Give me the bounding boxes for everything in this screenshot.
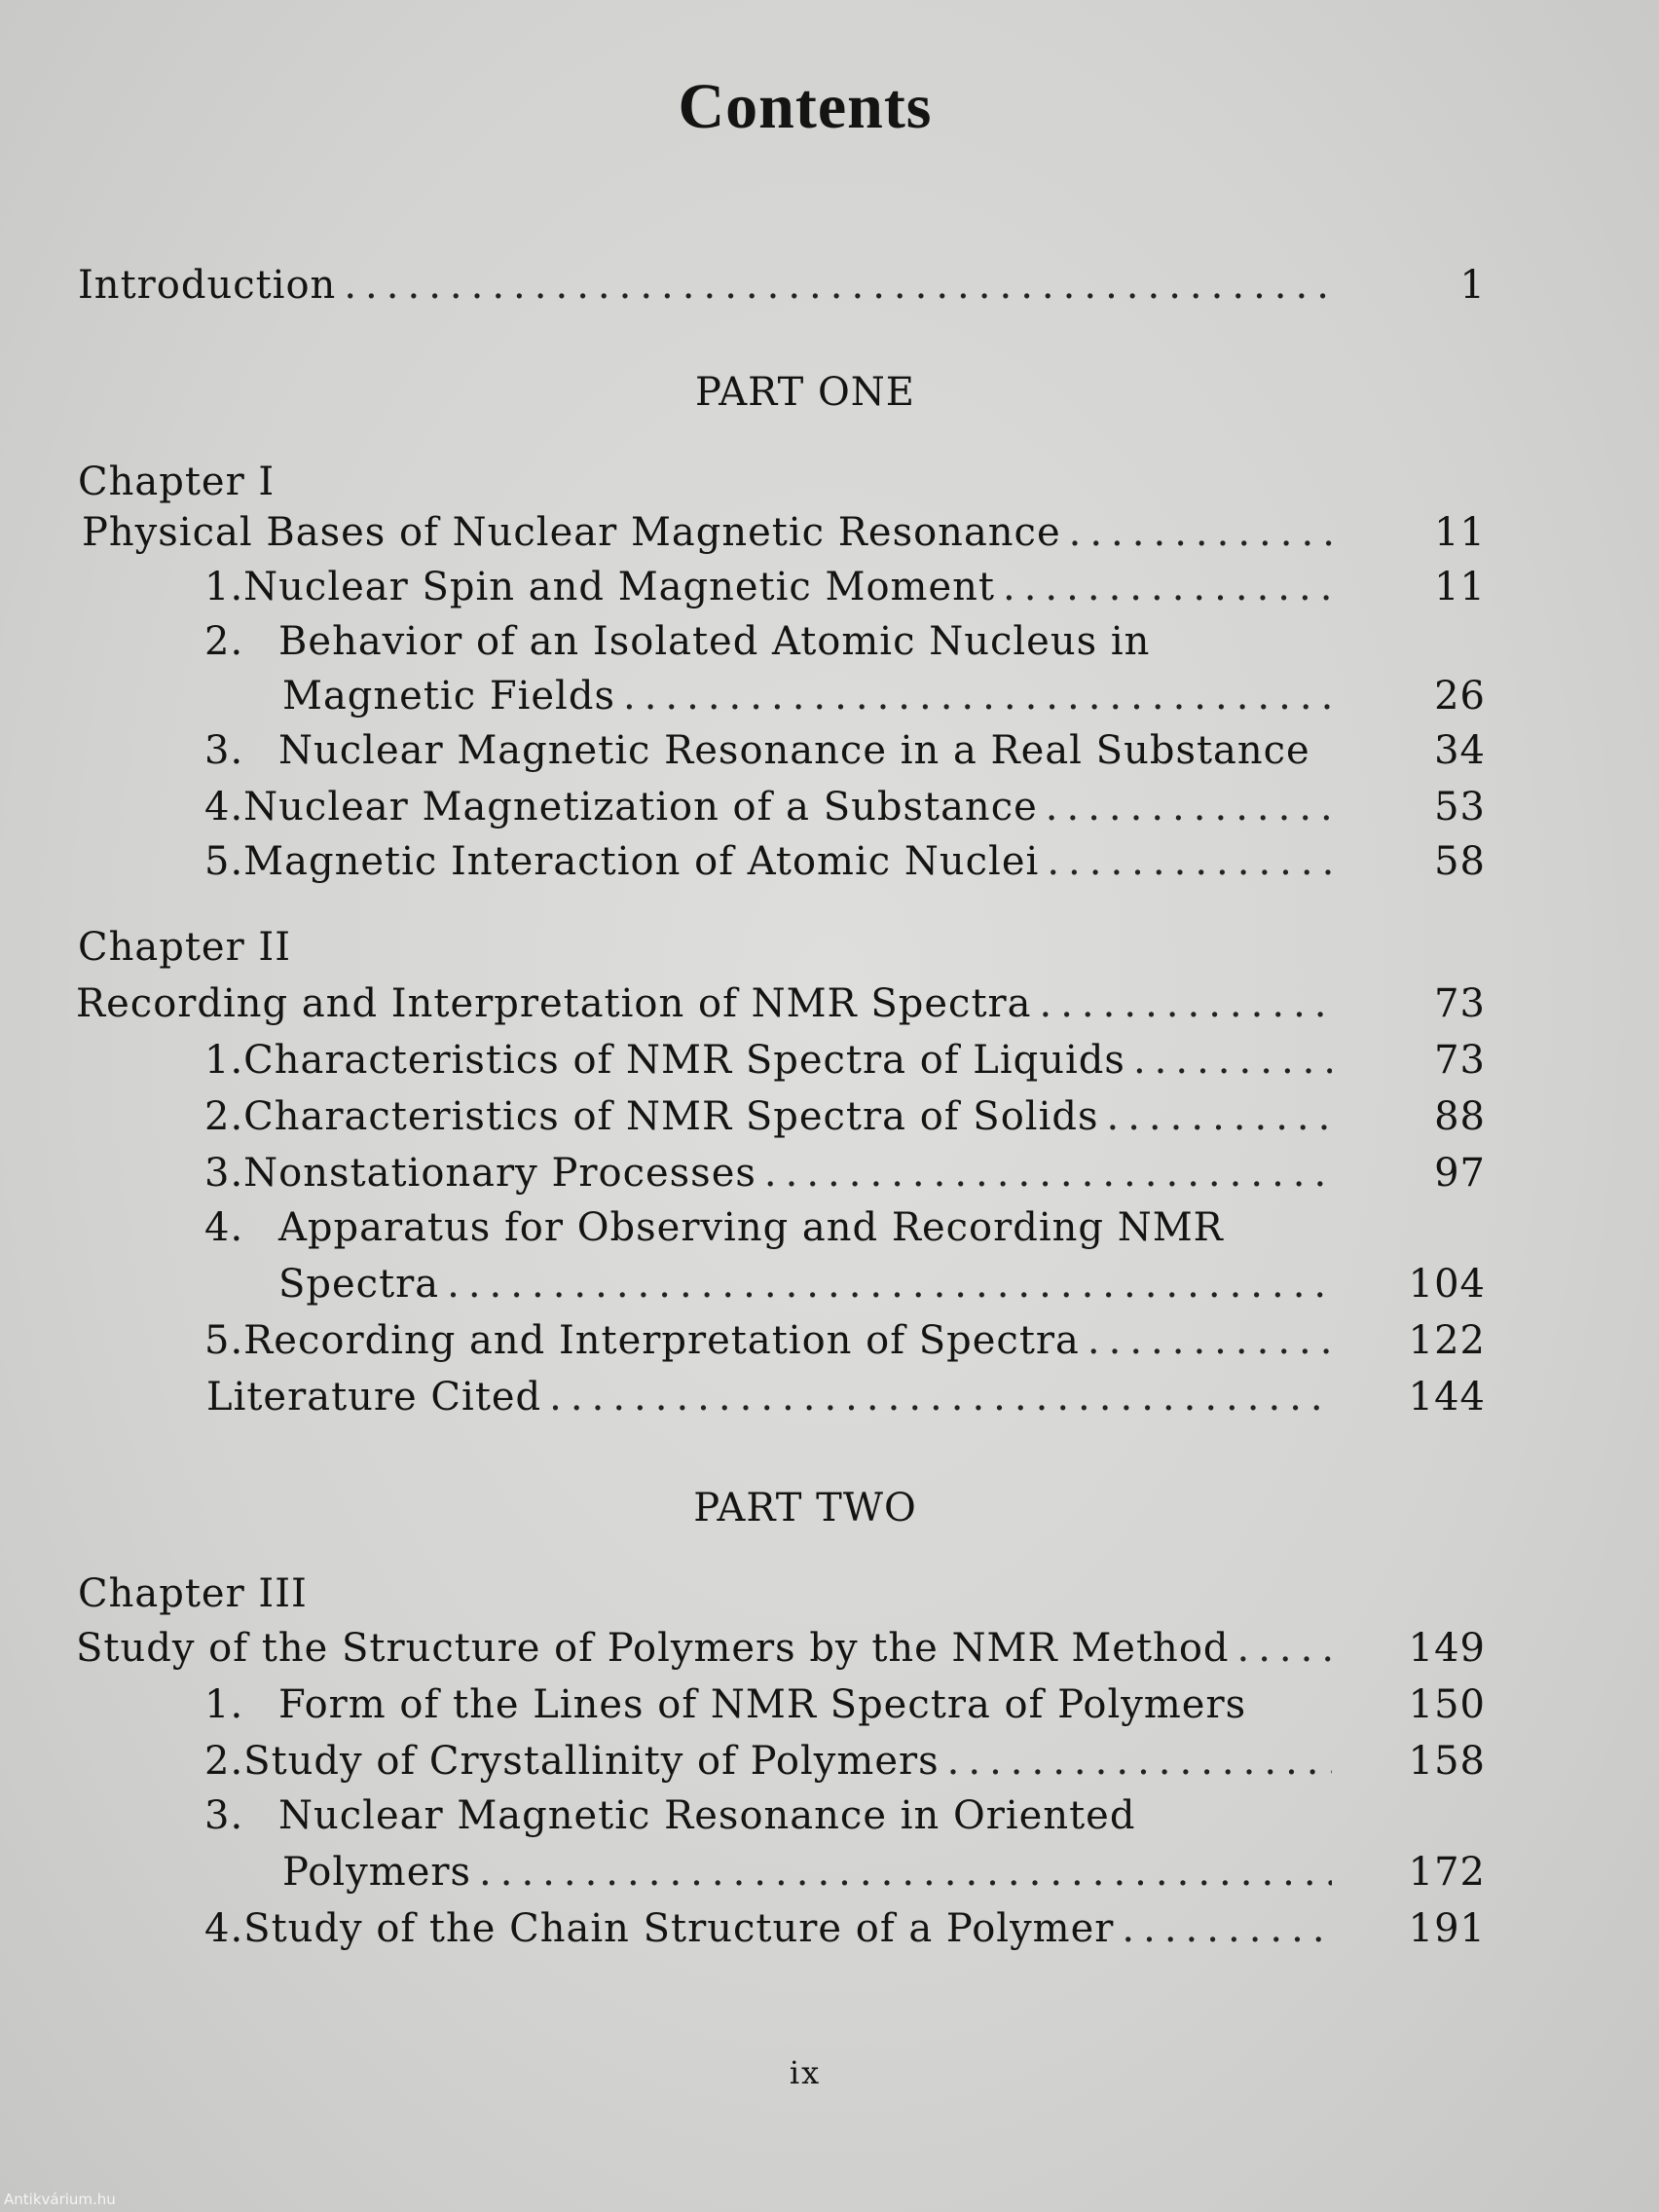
chapter-title — [76, 1626, 1486, 1677]
chapter-label: Chapter III — [78, 1571, 308, 1616]
entry-page: 73 — [1434, 981, 1486, 1026]
entry-text: Nuclear Magnetic Resonance in a Real Substance — [278, 728, 1310, 773]
section-number: 4. — [204, 1205, 244, 1250]
entry-page: 73 — [1434, 1038, 1486, 1083]
entry-text: Physical Bases of Nuclear Magnetic Resonance — [82, 510, 1061, 555]
entry-page: 158 — [1408, 1739, 1486, 1784]
entry-page: 97 — [1434, 1151, 1486, 1196]
dot-leader — [1069, 510, 1332, 555]
entry-page: 88 — [1434, 1094, 1486, 1139]
section-number: 2. — [204, 1739, 244, 1784]
entry-page: 34 — [1434, 728, 1486, 773]
dot-leader — [947, 1739, 1332, 1784]
toc-section-first-line — [204, 619, 1150, 664]
dot-leader — [1237, 1626, 1333, 1671]
entry-page: 150 — [1408, 1682, 1486, 1727]
toc-entry-introduction — [78, 263, 1486, 313]
entry-page: 58 — [1434, 839, 1486, 884]
section-number: 4. — [204, 1906, 244, 1951]
toc-section-continuation — [278, 1262, 1486, 1312]
section-number: 5. — [204, 839, 244, 884]
dot-leader — [1040, 981, 1333, 1026]
section-number: 1. — [204, 1038, 244, 1083]
dot-leader — [1122, 1906, 1332, 1951]
entry-text: Nuclear Spin and Magnetic Moment — [243, 565, 995, 609]
toc-section — [204, 1739, 1486, 1789]
dot-leader — [1003, 565, 1332, 609]
page-number: ix — [789, 2054, 822, 2091]
entry-text: Recording and Interpretation of NMR Spectra — [76, 981, 1032, 1026]
entry-text: Study of the Structure of Polymers by the NMR Method — [76, 1626, 1230, 1671]
entry-text: Introduction — [78, 263, 337, 308]
entry-page: 149 — [1408, 1626, 1486, 1671]
dot-leader — [447, 1262, 1332, 1307]
dot-leader — [549, 1375, 1332, 1419]
toc-section — [204, 785, 1486, 835]
section-number: 1. — [204, 1682, 244, 1727]
section-number: 1. — [204, 565, 244, 609]
entry-page: 172 — [1408, 1850, 1486, 1895]
toc-section — [204, 839, 1486, 890]
toc-section-continuation — [282, 674, 1486, 724]
entry-text: Nuclear Magnetic Resonance in Oriented — [278, 1793, 1136, 1838]
entry-text: Behavior of an Isolated Atomic Nucleus in — [278, 619, 1151, 664]
dot-leader — [764, 1151, 1332, 1196]
dot-leader — [623, 674, 1332, 719]
chapter-label: Chapter I — [78, 460, 276, 504]
entry-page: 11 — [1434, 510, 1486, 555]
toc-section — [204, 1682, 1486, 1733]
entry-page: 144 — [1408, 1375, 1486, 1419]
entry-page: 11 — [1434, 565, 1486, 609]
section-number: 3. — [204, 1151, 244, 1196]
dot-leader — [1088, 1318, 1332, 1363]
section-number: 3. — [204, 1793, 244, 1838]
toc-section-first-line — [204, 1793, 1135, 1838]
toc-section — [204, 565, 1486, 615]
section-number: 2. — [204, 1094, 244, 1139]
section-number: 5. — [204, 1318, 244, 1363]
chapter-title — [82, 510, 1486, 561]
dot-leader — [1046, 785, 1332, 830]
part-heading: PART ONE — [695, 370, 915, 415]
entry-text: Nuclear Magnetization of a Substance — [243, 785, 1038, 830]
entry-text: Characteristics of NMR Spectra of Solids — [243, 1094, 1099, 1139]
entry-page: 53 — [1434, 785, 1486, 830]
part-heading: PART TWO — [693, 1486, 917, 1530]
dot-leader — [1047, 839, 1332, 884]
toc-section — [204, 1094, 1486, 1145]
entry-page: 1 — [1459, 263, 1486, 308]
entry-page: 122 — [1408, 1318, 1486, 1363]
chapter-label: Chapter II — [78, 925, 292, 970]
entry-text: Literature Cited — [206, 1375, 542, 1419]
dot-leader — [1133, 1038, 1332, 1083]
dot-leader — [1107, 1094, 1333, 1139]
entry-text: Spectra — [278, 1262, 440, 1307]
toc-section-first-line — [204, 1205, 1224, 1250]
section-number: 3. — [204, 728, 244, 773]
toc-section — [204, 1906, 1486, 1957]
entry-page: 191 — [1408, 1906, 1486, 1951]
entry-text: Recording and Interpretation of Spectra — [243, 1318, 1080, 1363]
entry-text: Magnetic Fields — [282, 674, 615, 719]
toc-section — [204, 1318, 1486, 1369]
entry-text: Form of the Lines of NMR Spectra of Polymers — [278, 1682, 1247, 1727]
dot-leader — [479, 1850, 1332, 1895]
entry-page: 104 — [1408, 1262, 1486, 1307]
entry-text: Characteristics of NMR Spectra of Liquids — [243, 1038, 1125, 1083]
section-number: 4. — [204, 785, 244, 830]
section-number: 2. — [204, 619, 244, 664]
chapter-title — [76, 981, 1486, 1032]
toc-section — [204, 1038, 1486, 1088]
watermark: Antikvárium.hu — [4, 2191, 116, 2208]
entry-text: Study of the Chain Structure of a Polymer — [243, 1906, 1115, 1951]
page-title: Contents — [678, 71, 933, 142]
dot-leader — [344, 263, 1332, 308]
entry-text: Apparatus for Observing and Recording NMR — [278, 1205, 1224, 1250]
entry-page: 26 — [1434, 674, 1486, 719]
entry-text: Study of Crystallinity of Polymers — [243, 1739, 940, 1784]
toc-section-continuation — [282, 1850, 1486, 1900]
entry-text: Polymers — [282, 1850, 472, 1895]
toc-literature-cited — [206, 1375, 1486, 1425]
entry-text: Magnetic Interaction of Atomic Nuclei — [243, 839, 1040, 884]
entry-text: Nonstationary Processes — [243, 1151, 756, 1196]
toc-section — [204, 1151, 1486, 1201]
toc-section — [204, 728, 1486, 779]
